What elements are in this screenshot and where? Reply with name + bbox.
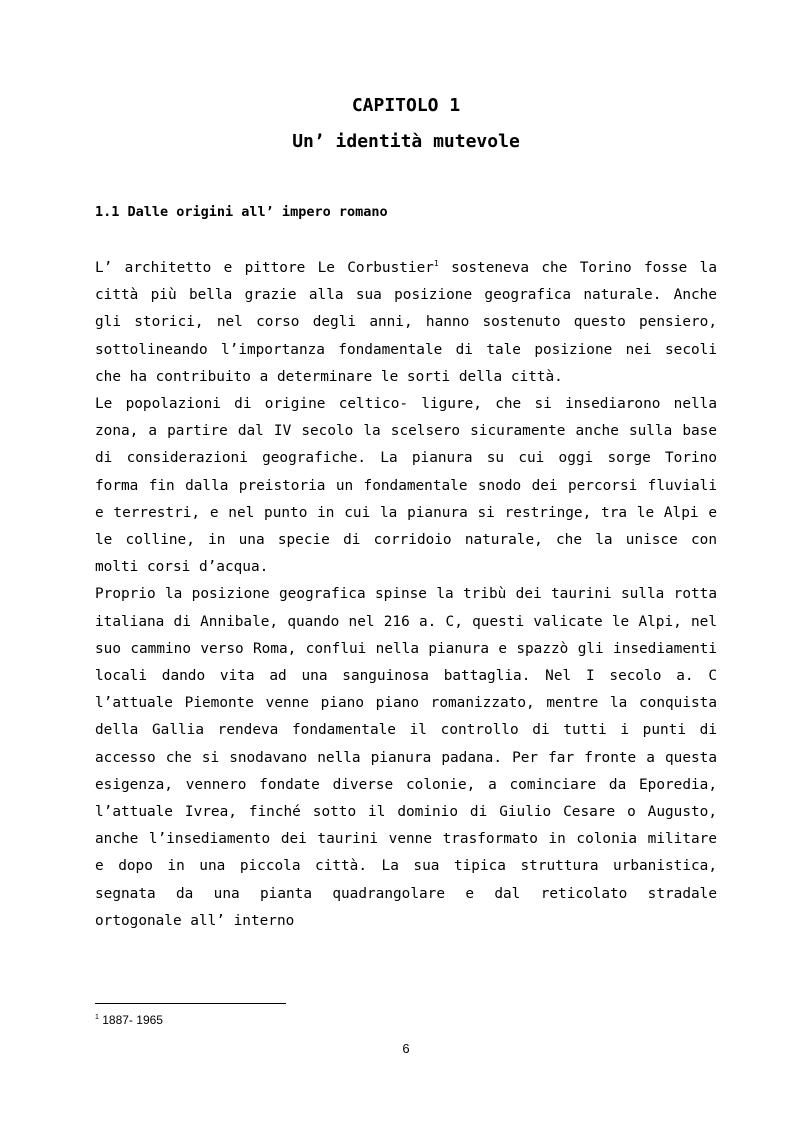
paragraph-1-after-ref: sosteneva che Torino fosse la città più bella grazie alla sua posizione geografica naturale. Anche gli storici, nel corso degli anni, hanno sostenuto questo pensiero, sottolineando l’importanza fondamentale di tale posizione nei secoli che ha contribuito a determinare le sorti della città. — [95, 260, 717, 385]
paragraph-1 — [95, 255, 717, 391]
page-number: 6 — [402, 1041, 410, 1056]
chapter-title: Un’ identità mutevole — [292, 131, 520, 152]
footnote-text: 1887- 1965 — [98, 1013, 163, 1027]
paragraph-1-before-ref: L’ architetto e pittore Le Corbustier — [95, 260, 434, 276]
body-text — [95, 255, 717, 935]
footnote-1 — [95, 1012, 163, 1028]
footnote-marker: 1 — [95, 1014, 99, 1021]
section-heading: 1.1 Dalle origini all’ impero romano — [95, 204, 388, 220]
footnote-separator — [95, 1003, 286, 1004]
footnote-reference[interactable]: 1 — [433, 259, 439, 268]
chapter-label: CAPITOLO 1 — [351, 95, 461, 116]
paragraph-2: Le popolazioni di origine celtico- ligure, che si insediarono nella zona, a partire dal IV secolo la scelsero sicuramente anche sulla base di considerazioni geografiche. La pianura su cui oggi sorge Torino forma fin dalla preistoria un fondamentale snodo dei percorsi fluviali e terrestri, e nel punto in cui la pianura si restringe, tra le Alpi e le colline, in una specie di corridoio naturale, che la unisce con molti corsi d’acqua. — [95, 396, 717, 576]
paragraph-3: Proprio la posizione geografica spinse la tribù dei taurini sulla rotta italiana di Annibale, quando nel 216 a. C, questi valicate le Alpi, nel suo cammino verso Roma, conflui nella pianura e spazzò gli insediamenti locali dando vita ad una sanguinosa battaglia. Nel I secolo a. C l’attuale Piemonte venne piano piano romanizzato, mentre la conquista della Gallia rendeva fondamentale il controllo di tutti i punti di accesso che si snodavano nella pianura padana. Per far fronte a questa esigenza, vennero fondate diverse colonie, a cominciare da Eporedia, l’attuale Ivrea, finché sotto il dominio di Giulio Cesare o Augusto, anche l’insediamento dei taurini venne trasformato in colonia militare e dopo in una piccola città. La sua tipica struttura urbanistica, segnata da una pianta quadrangolare e dal reticolato stradale ortogonale all’ interno — [95, 586, 717, 929]
